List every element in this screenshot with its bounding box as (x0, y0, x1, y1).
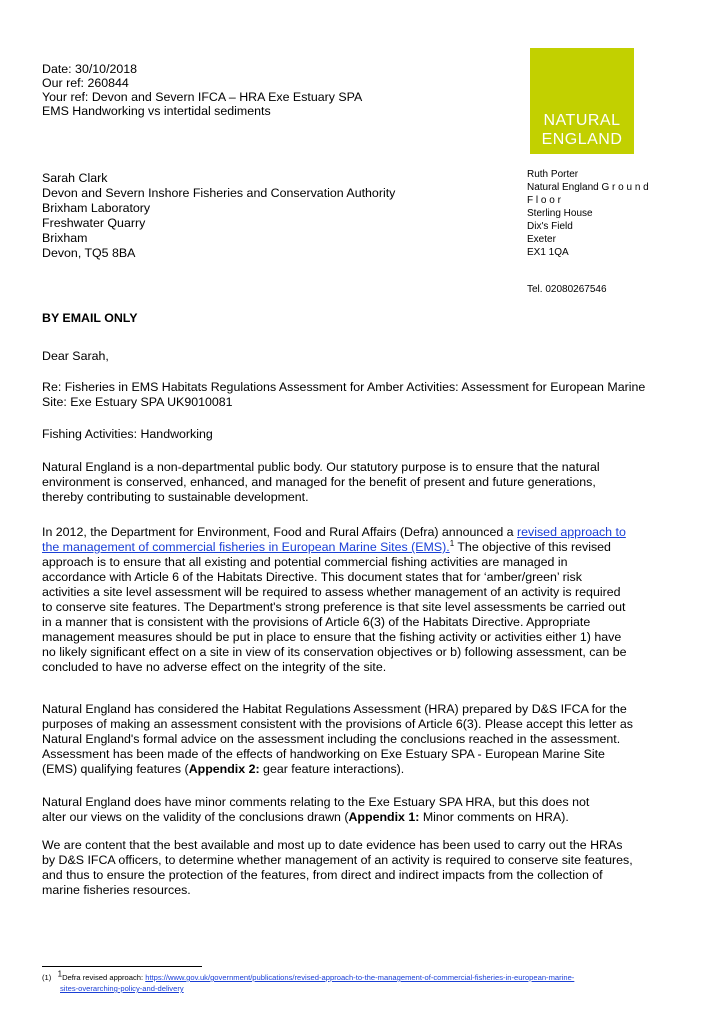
revised-approach-link-continued[interactable]: the management of commercial fisheries in European Marine Sites (EMS). (42, 540, 450, 554)
subject-line-part: Re: Fisheries in EMS Habitats Regulations Assessment for Amber Activities: Assessment for European Marine (42, 380, 646, 394)
letter-date: Date: 30/10/2018 (42, 62, 138, 76)
recipient-address-line: Brixham Laboratory (42, 201, 151, 215)
footnote-url-link-continued[interactable]: sites-overarching-policy-and-delivery (60, 984, 184, 993)
paragraph-minor-comments (42, 795, 682, 825)
revised-approach-link[interactable]: revised approach to (517, 525, 626, 539)
sender-address-line: Exeter (527, 234, 556, 245)
sender-address-line: Dix's Field (527, 221, 573, 232)
subject-line-part: Site: Exe Estuary SPA UK9010081 (42, 395, 233, 409)
paragraph-line: to conserve site features. The Department's strong preference is that site level assessments be carried out (42, 600, 626, 614)
salutation: Dear Sarah, (42, 349, 109, 363)
footnote-label: Defra revised approach: (62, 973, 146, 982)
paragraph-line: Natural England does have minor comments relating to the Exe Estuary SPA HRA, but this does not (42, 795, 590, 809)
paragraph-line: by D&S IFCA officers, to determine whether management of an activity is required to conserve site features, (42, 853, 633, 867)
recipient-address-line: Brixham (42, 231, 88, 245)
paragraph-hra-consideration (42, 702, 682, 777)
subject-line (42, 380, 682, 410)
paragraph-line: thereby contributing to sustainable development. (42, 490, 309, 504)
paragraph-defra-approach (42, 525, 682, 675)
paragraph-line: in a manner that is consistent with the provisions of Article 6(3) of the Habitats Directive. Appropriate (42, 615, 591, 629)
footnote (42, 969, 575, 994)
appendix-reference: Appendix 2: (188, 762, 260, 776)
logo-text-line1: NATURAL (543, 112, 621, 129)
fishing-activities: Fishing Activities: Handworking (42, 427, 213, 441)
paragraph-line: Assessment has been made of the effects of handworking on Exe Estuary SPA - European Marine Site (42, 747, 605, 761)
paragraph-line: purposes of making an assessment consistent with the provisions of Article 6(3). Please accept this letter as (42, 717, 633, 731)
paragraph-line: Natural England is a non-departmental public body. Our statutory purpose is to ensure that the natural (42, 460, 600, 474)
paragraph-text: In 2012, the Department for Environment, Food and Rural Affairs (Defra) announced a (42, 525, 518, 539)
sender-organisation-continued: F l o o r (527, 195, 561, 206)
paragraph-text: alter our views on the validity of the conclusions drawn ( (42, 810, 349, 824)
paragraph-line: accordance with Article 6 of the Habitats Directive. This document states that for ‘amber/green’ risk (42, 570, 582, 584)
paragraph-purpose (42, 460, 682, 505)
paragraph-text: Minor comments on HRA). (419, 810, 569, 824)
recipient-name: Sarah Clark (42, 171, 108, 185)
paragraph-text: (EMS) qualifying features ( (42, 762, 189, 776)
paragraph-line: activities a site level assessment will be required to assess whether management of an activity is required (42, 585, 621, 599)
paragraph-line: and thus to ensure the protection of the features, from direct and indirect impacts from the collection of (42, 868, 603, 882)
paragraph-line: Natural England has considered the Habitat Regulations Assessment (HRA) prepared by D&S IFCA for the (42, 702, 627, 716)
your-reference-continued: EMS Handworking vs intertidal sediments (42, 104, 271, 118)
footnote-url-link[interactable]: https://www.gov.uk/government/publications/revised-approach-to-the-management-of-commercial-fisheries-in-european-marine- (145, 973, 575, 982)
paragraph-text: gear feature interactions). (259, 762, 405, 776)
natural-england-logo (530, 48, 634, 154)
paragraph-line: Natural England's formal advice on the assessment including the conclusions reached in the assessment. (42, 732, 621, 746)
appendix-reference: Appendix 1: (348, 810, 420, 824)
sender-address-line: EX1 1QA (527, 247, 569, 258)
paragraph-line: concluded to have no adverse effect on the integrity of the site. (42, 660, 387, 674)
recipient-address-line: Freshwater Quarry (42, 216, 146, 230)
sender-address-line: Sterling House (527, 208, 593, 219)
paragraph-line: We are content that the best available and most up to date evidence has been used to carry out the HRAs (42, 838, 623, 852)
footnote-number: (1) (42, 973, 52, 982)
paragraph-line: environment is conserved, enhanced, and managed for the benefit of present and future generations, (42, 475, 596, 489)
by-email-only-notice: BY EMAIL ONLY (42, 311, 138, 325)
paragraph-text: The objective of this revised (454, 540, 611, 554)
paragraph-line: marine fisheries resources. (42, 883, 191, 897)
footnote-marker: 1 (57, 969, 63, 979)
sender-name: Ruth Porter (527, 169, 579, 180)
recipient-organisation: Devon and Severn Inshore Fisheries and Conservation Authority (42, 186, 396, 200)
sender-telephone: Tel. 02080267546 (527, 284, 607, 295)
footnote-separator (42, 966, 202, 967)
footnote-reference[interactable]: 1 (449, 538, 455, 548)
your-reference: Your ref: Devon and Severn IFCA – HRA Exe Estuary SPA (42, 90, 363, 104)
sender-organisation: Natural England G r o u n d (527, 182, 649, 193)
paragraph-line: management measures should be put in place to ensure that the fishing activity or activities either 1) have (42, 630, 622, 644)
paragraph-line: approach is to ensure that all existing and potential commercial fishing activities are managed in (42, 555, 568, 569)
paragraph-evidence (42, 838, 682, 898)
our-reference: Our ref: 260844 (42, 76, 129, 90)
logo-text-line2: ENGLAND (541, 131, 623, 148)
recipient-address-line: Devon, TQ5 8BA (42, 246, 136, 260)
paragraph-line: no likely significant effect on a site in view of its conservation objectives or b) following assessment, can be (42, 645, 627, 659)
